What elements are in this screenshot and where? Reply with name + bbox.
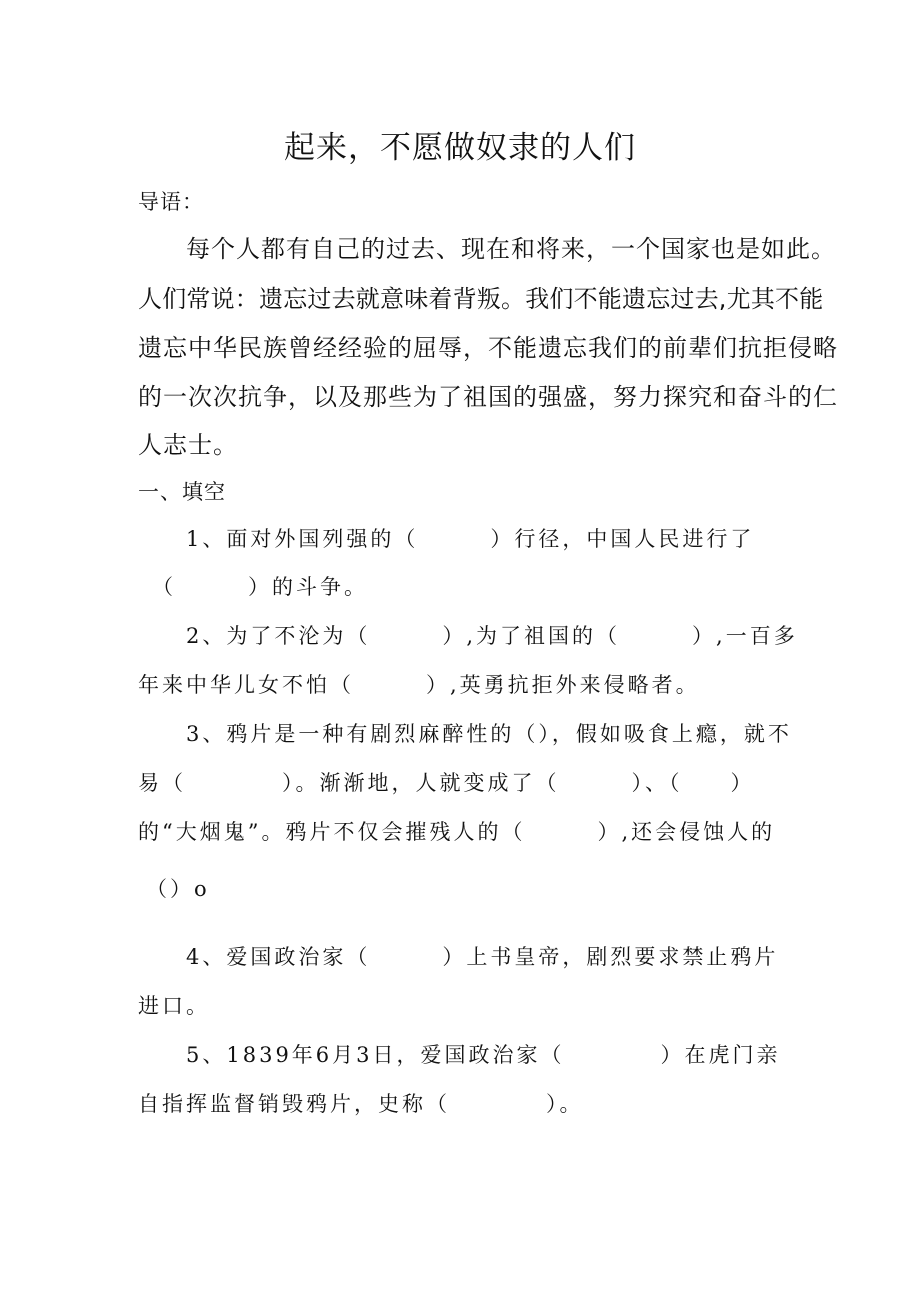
question-3-line-1: 3、鸦片是一种有剧烈麻醉性的（），假如吸食上瘾，就不	[186, 722, 792, 746]
question-1-line-1: 1、面对外国列强的（ ）行径，中国人民进行了	[186, 527, 755, 551]
question-5-line-1: 5、1839年6月3日，爱国政治家（ ）在虎门亲	[186, 1043, 781, 1067]
intro-line-5: 人志士。	[138, 431, 238, 459]
question-3-line-2: 易（ ）。渐渐地，人就变成了（ ）、（ ）	[138, 771, 755, 795]
question-3-line-3: 的“大烟鬼”。鸦片不仅会摧残人的（ ）,还会侵蚀人的	[138, 820, 776, 844]
intro-line-2: 人们常说：遗忘过去就意味着背叛。我们不能遗忘过去,尤其不能	[138, 285, 824, 313]
intro-line-3: 遗忘中华民族曾经经验的屈辱，不能遗忘我们的前辈们抗拒侵略	[138, 334, 838, 362]
question-4-line-2: 进口。	[138, 994, 210, 1018]
question-4-line-1: 4、爱国政治家（ ）上书皇帝，剧烈要求禁止鸦片	[186, 945, 779, 969]
intro-label: 导语：	[138, 190, 204, 214]
question-3-line-4: （）o	[146, 877, 210, 901]
question-2-line-1: 2、为了不沦为（ ）,为了祖国的（ ）,一百多	[186, 624, 798, 648]
question-2-line-2: 年来中华儿女不怕（ ）,英勇抗拒外来侵略者。	[138, 673, 700, 697]
section-heading: 一、填空	[138, 480, 226, 504]
page-title: 起来，不愿做奴隶的人们	[284, 130, 636, 166]
intro-line-4: 的一次次抗争，以及那些为了祖国的强盛，努力探究和奋斗的仁	[138, 383, 838, 411]
question-1-line-2: （ ）的斗争。	[152, 575, 368, 599]
question-5-line-2: 自指挥监督销毁鸦片，史称（ ）。	[138, 1092, 584, 1116]
intro-line-1: 每个人都有自己的过去、现在和将来，一个国家也是如此。	[186, 235, 836, 263]
